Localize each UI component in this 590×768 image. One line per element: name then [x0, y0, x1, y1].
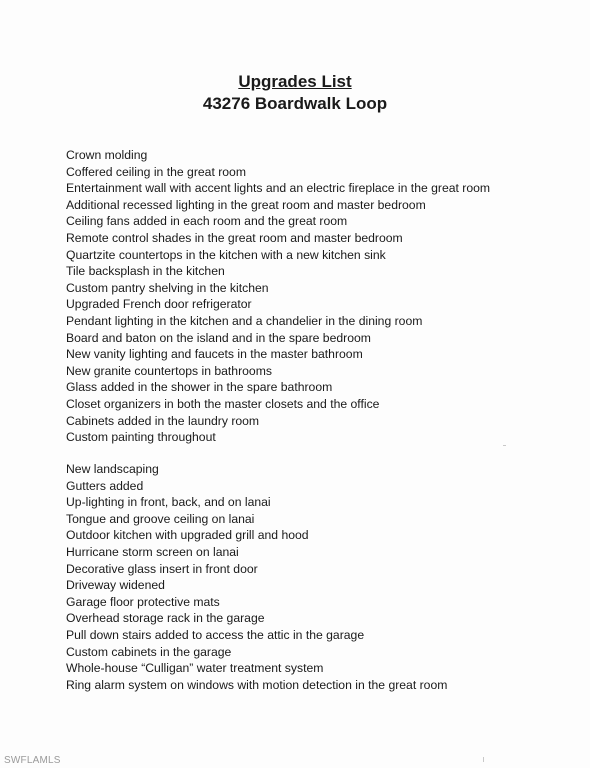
list-item: Upgraded French door refrigerator — [66, 297, 252, 312]
list-item: Up-lighting in front, back, and on lanai — [66, 495, 271, 510]
document-subtitle: 43276 Boardwalk Loop — [202, 94, 388, 113]
scan-speck — [503, 445, 506, 446]
list-item: Overhead storage rack in the garage — [66, 611, 265, 626]
interior-upgrades-list — [66, 147, 490, 446]
list-item: New granite countertops in bathrooms — [66, 363, 272, 378]
list-item: Closet organizers in both the master closets and the office — [66, 396, 380, 411]
list-item: Tile backsplash in the kitchen — [66, 264, 225, 279]
list-item: New vanity lighting and faucets in the master bathroom — [66, 347, 363, 362]
list-item: Garage floor protective mats — [66, 594, 220, 609]
exterior-upgrades-list — [66, 461, 447, 693]
list-item: Tongue and groove ceiling on lanai — [66, 511, 255, 526]
list-item: Ceiling fans added in each room and the great room — [66, 214, 348, 229]
list-item: Gutters added — [66, 478, 144, 493]
list-item: Decorative glass insert in front door — [66, 561, 258, 576]
list-item: Hurricane storm screen on lanai — [66, 544, 239, 559]
list-item: New landscaping — [66, 462, 159, 476]
list-item: Ring alarm system on windows with motion detection in the great room — [66, 677, 448, 692]
list-item: Glass added in the shower in the spare bathroom — [66, 380, 333, 395]
list-item: Pendant lighting in the kitchen and a chandelier in the dining room — [66, 313, 423, 328]
list-item: Additional recessed lighting in the great room and master bedroom — [66, 197, 426, 212]
list-item: Crown molding — [66, 148, 148, 162]
list-item: Outdoor kitchen with upgraded grill and hood — [66, 528, 309, 543]
watermark: SWFLAMLS — [4, 755, 61, 766]
list-item: Whole-house “Culligan” water treatment system — [66, 661, 324, 676]
list-item: Remote control shades in the great room and master bedroom — [66, 230, 403, 245]
list-item: Custom pantry shelving in the kitchen — [66, 280, 269, 295]
list-item: Pull down stairs added to access the attic in the garage — [66, 627, 365, 642]
list-item: Quartzite countertops in the kitchen with a new kitchen sink — [66, 247, 386, 262]
list-item: Driveway widened — [66, 578, 165, 593]
list-item: Entertainment wall with accent lights and an electric fireplace in the great room — [66, 181, 491, 196]
list-item: Coffered ceiling in the great room — [66, 164, 246, 179]
scan-speck — [483, 757, 484, 762]
list-item: Cabinets added in the laundry room — [66, 413, 260, 428]
list-item: Board and baton on the island and in the spare bedroom — [66, 330, 371, 345]
list-item: Custom cabinets in the garage — [66, 644, 232, 659]
document-title: Upgrades List — [238, 72, 352, 91]
list-item: Custom painting throughout — [66, 430, 216, 445]
